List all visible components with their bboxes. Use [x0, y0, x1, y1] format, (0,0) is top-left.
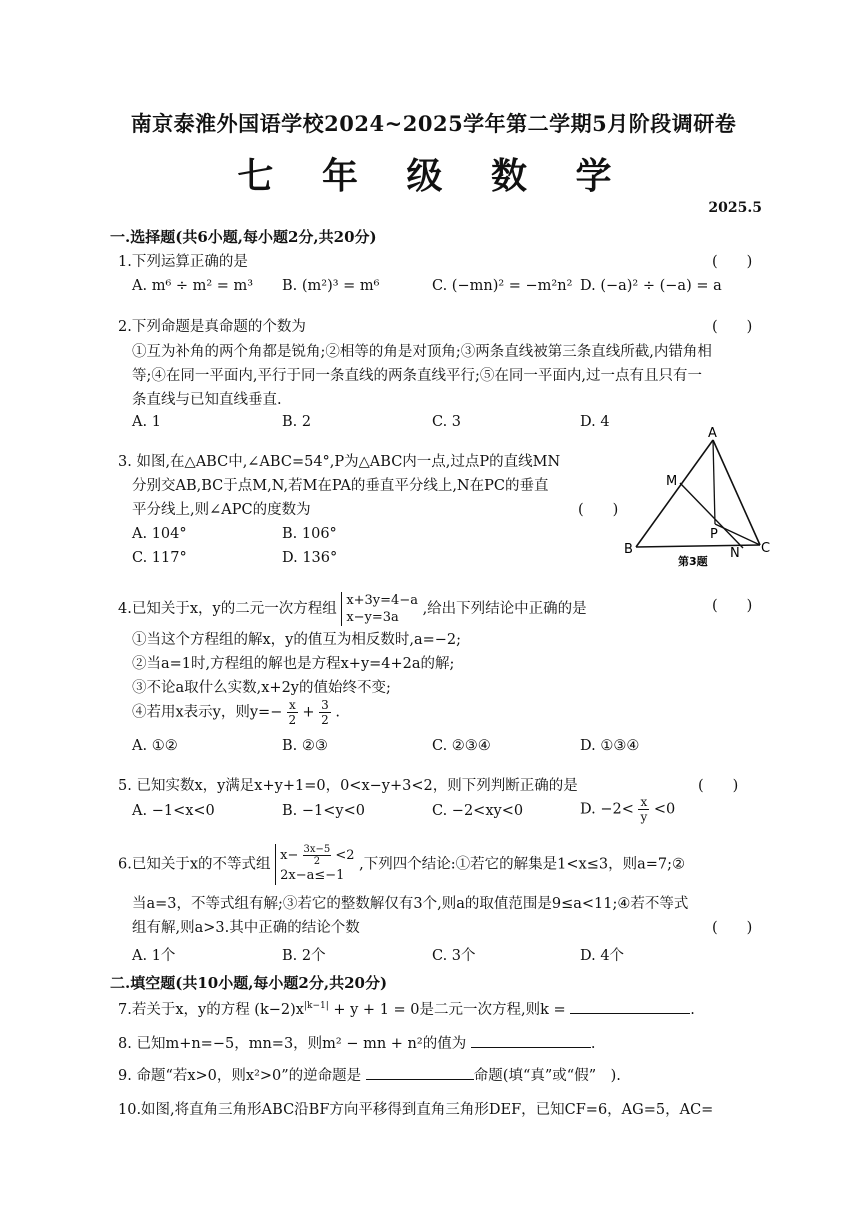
- q10-stem: 10.如图,将直角三角形ABC沿BF方向平移得到直角三角形DEF，已知CF=6，AG=5，AC=: [118, 1102, 714, 1118]
- q4-c4-pre: ④若用x表示y，则y=−: [132, 704, 283, 721]
- q6-ineq1-den: 2: [313, 856, 321, 867]
- q1-option-b: B. (m²)³ = m⁶: [282, 278, 380, 294]
- q5-fraction-num: x: [640, 795, 648, 809]
- section-title-choice: 一.选择题(共6小题,每小题2分,共20分): [110, 228, 377, 246]
- q1-answer-paren: ( ): [712, 254, 753, 270]
- q7-answer-blank[interactable]: [570, 999, 690, 1014]
- q4-fraction-2: [319, 698, 331, 727]
- q6-ineq1-pre: x−: [280, 848, 299, 863]
- q7-exponent: |k−1|: [303, 1001, 329, 1012]
- q5-option-d-pre: D. −2<: [580, 801, 634, 818]
- q7-pre: 7.若关于x，y的方程 (k−2)x: [118, 1002, 304, 1018]
- q6-ineq1-fraction: [303, 844, 332, 867]
- q4-fraction-1-den: 2: [288, 713, 297, 727]
- q2-statements-line2: 等;④在同一平面内,平行于同一条直线的两条直线平行;⑤在同一平面内,过一点有且只有一: [132, 368, 702, 384]
- q6-stem-pre: 6.已知关于x的不等式组: [118, 856, 271, 873]
- q6-inequality-system: [275, 844, 354, 885]
- q4-stem-pre: 4.已知关于x，y的二元一次方程组: [118, 601, 337, 617]
- q8-answer-blank[interactable]: [471, 1033, 591, 1048]
- q4-option-c: C. ②③④: [432, 738, 491, 754]
- q1-option-a: A. m⁶ ÷ m² = m³: [132, 278, 254, 294]
- q9-answer-blank[interactable]: [366, 1065, 474, 1080]
- q4-option-a: A. ①②: [132, 738, 178, 754]
- q3-line3: 平分线上,则∠APC的度数为: [132, 502, 311, 518]
- q4-option-d: D. ①③④: [580, 738, 640, 754]
- q5-option-d-fraction: [638, 795, 649, 824]
- q9-post: 命题(填“真”或“假” ).: [473, 1068, 621, 1084]
- q6-option-a: A. 1个: [132, 948, 176, 964]
- q3-answer-paren: ( ): [578, 502, 619, 518]
- q6-stem: [118, 844, 685, 885]
- q4-equation-system: [341, 592, 418, 626]
- q6-option-d: D. 4个: [580, 948, 625, 964]
- segment-ap: [713, 440, 715, 524]
- q2-answer-paren: ( ): [712, 319, 753, 335]
- q3-triangle-figure: [618, 425, 778, 570]
- q6-answer-paren: ( ): [712, 920, 753, 936]
- q1-option-d: D. (−a)² ÷ (−a) = a: [580, 278, 722, 294]
- point-p-label: P: [710, 527, 718, 542]
- q4-conclusion-1: ①当这个方程组的解x，y的值互为相反数时,a=−2;: [132, 632, 462, 648]
- q4-c4-post: .: [335, 704, 340, 721]
- q6-stem-post: ,下列四个结论:①若它的解集是1<x≤3，则a=7;②: [359, 856, 685, 873]
- q4-conclusion-2: ②当a=1时,方程组的解也是方程x+y=4+2a的解;: [132, 656, 455, 672]
- q1-option-c: C. (−mn)² = −m²n²: [432, 278, 573, 294]
- q5-stem: 5. 已知实数x，y满足x+y+1=0，0<x−y+3<2，则下列判断正确的是: [118, 778, 578, 794]
- q6-line2: 当a=3，不等式组有解;③若它的整数解仅有3个,则a的取值范围是9≤a<11;④若不等式: [132, 896, 689, 912]
- q8-pre: 8. 已知m+n=−5，mn=3，则m² − mn + n²的值为: [118, 1036, 467, 1052]
- q7-end: .: [690, 1002, 695, 1018]
- subject-title: 七 年 级 数 学: [237, 155, 630, 197]
- q2-option-d: D. 4: [580, 414, 610, 430]
- q3-line2: 分别交AB,BC于点M,N,若M在PA的垂直平分线上,N在PC的垂直: [132, 478, 549, 494]
- q7-post: + y + 1 = 0是二元一次方程,则k =: [328, 1002, 566, 1018]
- q3-line1: 3. 如图,在△ABC中,∠ABC=54°,P为△ABC内一点,过点P的直线MN: [118, 454, 561, 470]
- q7: [118, 998, 695, 1019]
- q8-end: .: [590, 1036, 596, 1052]
- school-title: 南京泰淮外国语学校2024~2025学年第二学期5月阶段调研卷: [130, 111, 737, 136]
- q4-option-b: B. ②③: [282, 738, 328, 754]
- q5-option-d: [580, 795, 675, 824]
- q5-option-b: B. −1<y<0: [282, 803, 365, 819]
- q4-fraction-2-num: 3: [321, 698, 329, 712]
- q5-option-d-post: <0: [653, 801, 676, 818]
- q3-figure-caption: 第3题: [678, 555, 708, 568]
- q5-fraction-den: y: [640, 810, 648, 824]
- q4-fraction-1-num: x: [288, 698, 296, 712]
- q2-statements-line3: 条直线与已知直线垂直.: [132, 392, 282, 408]
- q5-option-c: C. −2<xy<0: [432, 803, 524, 819]
- q6-inequality-1: [280, 844, 354, 867]
- q3-option-d: D. 136°: [282, 550, 338, 566]
- q6-line3: 组有解,则a>3.其中正确的结论个数: [132, 920, 360, 936]
- q3-option-c: C. 117°: [132, 550, 187, 566]
- q8: [118, 1032, 595, 1053]
- q6-option-c: C. 3个: [432, 948, 476, 964]
- q4-stem: [118, 592, 587, 626]
- exam-date: 2025.5: [708, 200, 762, 216]
- point-c-label: C: [761, 541, 771, 556]
- q5-answer-paren: ( ): [698, 778, 739, 794]
- q2-option-b: B. 2: [282, 414, 312, 430]
- q9-pre: 9. 命题“若x>0，则x²>0”的逆命题是: [118, 1068, 362, 1084]
- q4-conclusion-4: [132, 698, 340, 727]
- q3-option-a: A. 104°: [132, 526, 187, 542]
- segment-ab: [636, 440, 713, 547]
- q9: [118, 1064, 621, 1085]
- q4-conclusion-3: ③不论a取什么实数,x+2y的值始终不变;: [132, 680, 391, 696]
- q4-fraction-1: [287, 698, 298, 727]
- q6-option-b: B. 2个: [282, 948, 326, 964]
- q2-option-a: A. 1: [132, 414, 161, 430]
- q6-ineq1-num: 3x−5: [303, 844, 331, 855]
- q2-statements-line1: ①互为补角的两个角都是锐角;②相等的角是对顶角;③两条直线被第三条直线所截,内错角相: [132, 344, 712, 360]
- section-title-fill-in: 二.填空题(共10小题,每小题2分,共20分): [110, 974, 388, 992]
- q1-stem: 1.下列运算正确的是: [118, 254, 248, 270]
- q4-fraction-2-den: 2: [321, 713, 329, 727]
- q6-inequality-2: 2x−a≤−1: [280, 868, 345, 883]
- q5-option-a: A. −1<x<0: [132, 803, 215, 819]
- q3-option-b: B. 106°: [282, 526, 337, 542]
- q2-stem: 2.下列命题是真命题的个数为: [118, 319, 306, 335]
- q4-equation-2: x−y=3a: [346, 610, 399, 625]
- q2-option-c: C. 3: [432, 414, 462, 430]
- point-b-label: B: [624, 542, 633, 557]
- point-n-label: N: [730, 546, 740, 561]
- point-m-label: M: [666, 474, 678, 489]
- q4-answer-paren: ( ): [712, 598, 753, 614]
- segment-ac: [713, 440, 760, 545]
- point-a-label: A: [708, 426, 717, 441]
- q6-ineq1-post: <2: [335, 848, 355, 863]
- q4-c4-plus: +: [302, 704, 315, 721]
- q4-stem-post: ,给出下列结论中正确的是: [422, 601, 587, 617]
- q4-equation-1: x+3y=4−a: [346, 593, 418, 608]
